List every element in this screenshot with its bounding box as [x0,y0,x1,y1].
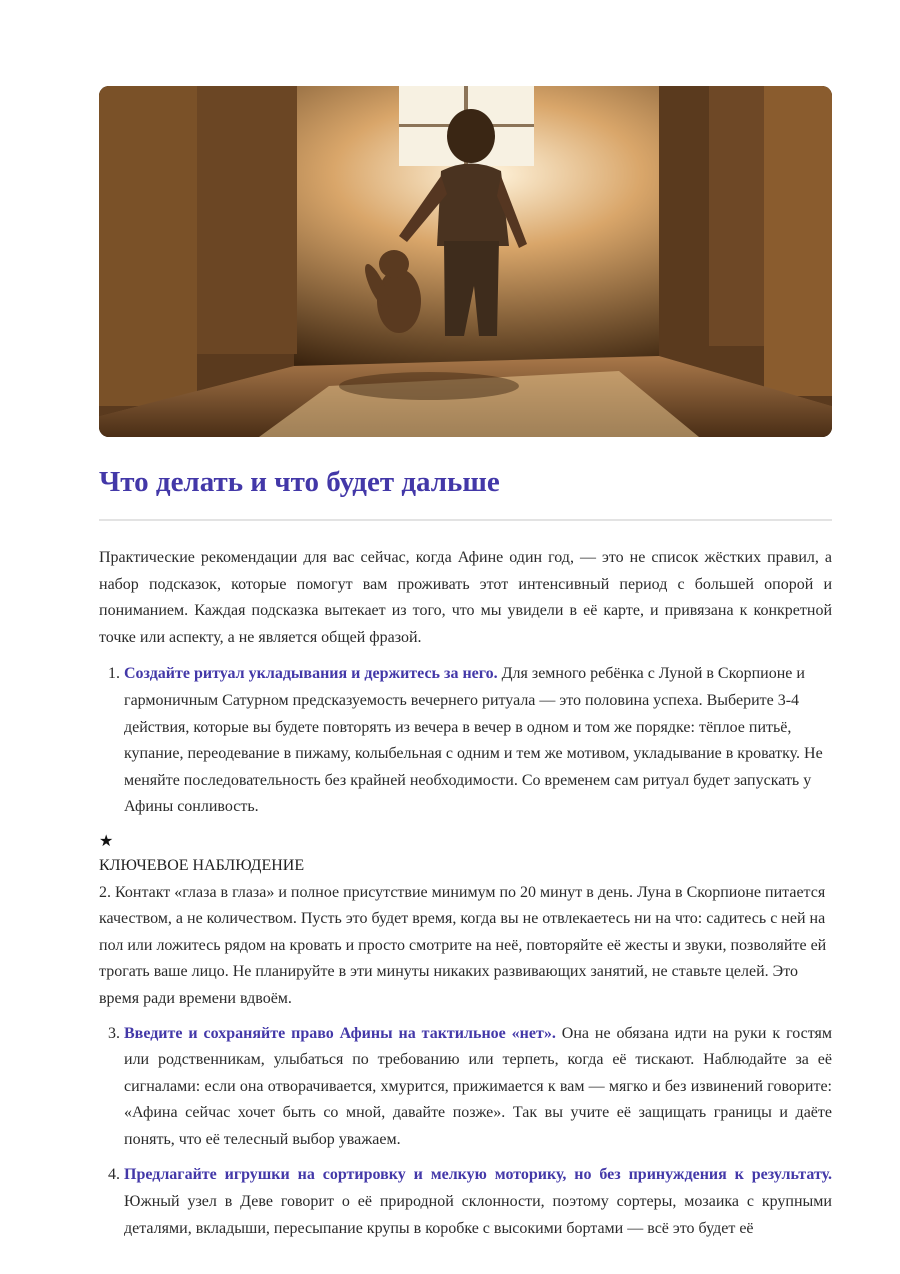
list-item-lead: Введите и сохраняйте право Афины на тактильное «нет». [124,1024,556,1042]
list-item [99,1162,832,1242]
intro-paragraph: Практические рекомендации для вас сейчас, когда Афине один год, — это не список жёстких правил, а набор подсказок, которые помогут вам проживать этот интенсивный период с большей опорой и пониманием. Каждая подсказка вытекает из того, что мы увидели в её карте, и привязана к конкретной точке или аспекту, а не является общей фразой. [99,549,832,646]
hero-illustration [99,86,832,437]
title-divider [99,519,832,521]
list-item-body [124,661,832,821]
list-item [99,1021,832,1154]
key-observation-label: КЛЮЧЕВОЕ НАБЛЮДЕНИЕ [99,856,305,874]
star-icon: ★ [99,832,114,850]
article [99,86,832,1242]
list-number: 1. [108,665,120,683]
list-item-text: Для земного ребёнка с Луной в Скорпионе и гармоничным Сатурном предсказуемость вечернего ритуала — это половина успеха. Выберите 3-4 действия, которые вы будете повторять из вечера в вечер в одном и том же порядке: тёплое питьё, купание, переодевание в пижаму, колыбельная с одним и тем же мотивом, укладывание в кроватку. Не меняйте последовательность без крайней необходимости. Со временем сам ритуал будет запускать у Афины сонливость. [124,665,823,816]
list-number: 4. [108,1166,120,1184]
list-item-lead: Предлагайте игрушки на сортировку и мелкую моторику, но без принуждения к результату. [124,1166,832,1184]
section-title: Что делать и что будет дальше [99,466,500,498]
list-number: 3. [108,1024,120,1042]
key-observation [99,832,832,1013]
key-observation-text: 2. Контакт «глаза в глаза» и полное присутствие минимум по 20 минут в день. Луна в Скорпионе питается качеством, а не количеством. Пусть это будет время, когда вы не отвлекаетесь ни на что: садитесь с ней на пол или ложитесь рядом на кровать и просто смотрите на неё, повторяйте её жесты и звуки, позволяйте ей трогать ваше лицо. Не планируйте в эти минуты никаких развивающих занятий, не ставьте целей. Это время ради времени вдвоём. [99,883,827,1007]
list-item-lead: Создайте ритуал укладывания и держитесь за него. [124,665,498,683]
list-item [99,661,832,821]
list-item-body [124,1021,832,1154]
list-item-text: Южный узел в Деве говорит о её природной склонности, поэтому сортеры, мозаика с крупными деталями, вкладыши, пересыпание крупы в коробке с высокими бортами — всё это будет её [124,1193,832,1237]
hero-image [99,86,832,437]
list-item-body [124,1162,832,1242]
list-item-text: Она не обязана идти на руки к гостям или родственникам, улыбаться по требованию или терпеть, когда её тискают. Наблюдайте за её сигналами: если она отворачивается, хмурится, прижимается к вам — мягко и без извинений говорите: «Афина сейчас хочет быть со мной, давайте позже». Так вы учите её защищать границы и даёте понять, что её телесный выбор уважаем. [124,1024,832,1148]
